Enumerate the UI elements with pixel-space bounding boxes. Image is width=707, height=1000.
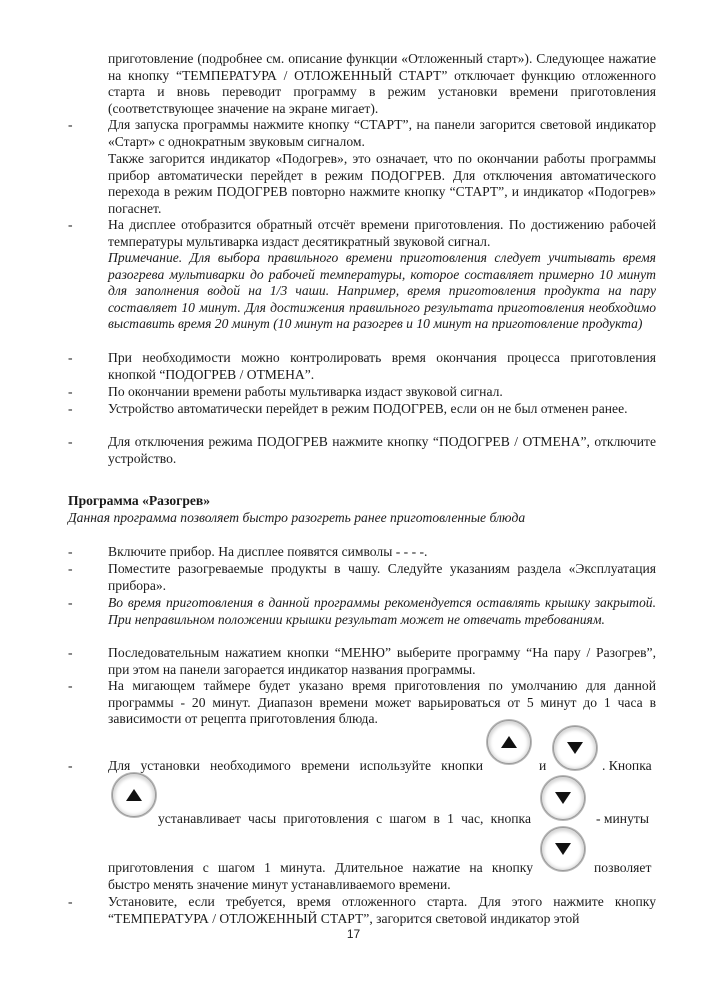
bullet-countdown: На дисплее отобразится обратный отсчёт времени приготовления. По достижению рабочей температуры мультиварка издаст десятикратный звуковой сигнал. — [108, 217, 656, 249]
down-button-illustration — [541, 776, 585, 820]
bullet-start-program: Для запуска программы нажмите кнопку “СТАРТ”, на панели загорится световой индикатор «Старт» с однократным звуковым сигналом. — [108, 117, 656, 149]
step-delayed-start: Установите, если требуется, время отложенного старта. Для этого нажмите кнопку “ТЕМПЕРАТУРА / ОТЛОЖЕННЫЙ СТАРТ”, загорится световой индикатор этой — [108, 894, 656, 926]
step-set-time-line4: быстро менять значение минут устанавливаемого времени. — [108, 877, 451, 892]
bullet-disable-heating: Для отключения режима ПОДОГРЕВ нажмите кнопку “ПОДОГРЕВ / ОТМЕНА”, отключите устройство. — [108, 434, 656, 466]
bullet-dash: - — [68, 350, 73, 365]
paragraph-continuation: приготовление (подробнее см. описание функции «Отложенный старт»). Следующее нажатие на кнопку “ТЕМПЕРАТУРА / ОТЛОЖЕННЫЙ СТАРТ” отключает функцию отложенного старта и вновь переводит программу в режим установки времени приготовления (соответствующее значение на экране мигает). — [108, 51, 656, 116]
bullet-dash: - — [68, 678, 73, 693]
bullet-dash: - — [68, 595, 73, 610]
bullet-dash: - — [68, 645, 73, 660]
bullet-dash: - — [68, 384, 73, 399]
allows-word: позволяет — [594, 860, 652, 875]
section-title: Программа «Разогрев» — [68, 493, 211, 508]
bullet-end-signal: По окончании времени работы мультиварка издаст звуковой сигнал. — [108, 384, 503, 399]
arrow-down-icon — [565, 738, 585, 758]
step-select-program: Последовательным нажатием кнопки “МЕНЮ” выберите программу “На пару / Разогрев”, при этом на панели загорается индикатор названия программы. — [108, 645, 656, 677]
bullet-dash: - — [68, 217, 73, 232]
step-default-time: На мигающем таймере будет указано время приготовления по умолчанию для данной программы - 20 минут. Диапазон времени может варьироваться от 5 минут до 1 часа в зависимости от рецепта приготовления блюда. — [108, 678, 656, 727]
arrow-down-icon — [553, 839, 573, 859]
up-button-illustration — [487, 720, 531, 764]
button-word: . Кнопка — [602, 758, 652, 773]
bullet-dash: - — [68, 758, 73, 773]
bullet-control-end: При необходимости можно контролировать время окончания процесса приготовления кнопкой “ПОДОГРЕВ / ОТМЕНА”. — [108, 350, 656, 382]
step-place-food: Поместите разогреваемые продукты в чашу. Следуйте указаниям раздела «Эксплуатация прибора». — [108, 561, 656, 593]
section-subtitle: Данная программа позволяет быстро разогреть ранее приготовленные блюда — [68, 510, 526, 525]
bullet-dash: - — [68, 544, 73, 559]
arrow-down-icon — [553, 788, 573, 808]
minutes-word: - минуты — [596, 811, 649, 826]
arrow-up-icon — [124, 785, 144, 805]
step-lid-recommendation: Во время приготовления в данной программы рекомендуется оставлять крышку закрытой. При неправильном положении крышки результат может не отвечать требованиям. — [108, 595, 656, 627]
arrow-up-icon — [499, 732, 519, 752]
bullet-dash: - — [68, 434, 73, 449]
conjunction-and: и — [539, 758, 547, 773]
bullet-start-heating-note: Также загорится индикатор «Подогрев», это означает, что по окончании работы программы прибор автоматически перейдет в режим ПОДОГРЕВ. Для отключения автоматического перехода в режим ПОДОГРЕВ повторно нажмите кнопку “СТАРТ”, и индикатор «Подогрев» погаснет. — [108, 151, 656, 216]
step-set-time-line1: Для установки необходимого времени используйте кнопки — [108, 758, 483, 773]
bullet-dash: - — [68, 561, 73, 576]
up-button-illustration — [112, 773, 156, 817]
page-number: 17 — [346, 927, 361, 941]
step-set-time-line3: приготовления с шагом 1 минута. Длительное нажатие на кнопку — [108, 860, 533, 875]
step-set-time-line2: устанавливает часы приготовления с шагом в 1 час, кнопка — [158, 811, 531, 826]
note-paragraph: Примечание. Для выбора правильного времени приготовления следует учитывать время разогрева мультиварки до рабочей температуры, которое составляет примерно 10 минут для заполнения водой на 1/3 чаши. Например, время приготовления продукта на пару составляет 10 минут. Для достижения правильного результата приготовления необходимо выставить время 20 минут (10 минут на разогрев и 10 минут на приготовление продукта) — [108, 250, 656, 332]
bullet-dash: - — [68, 894, 73, 909]
bullet-auto-heating: Устройство автоматически перейдет в режим ПОДОГРЕВ, если он не был отменен ранее. — [108, 401, 628, 416]
bullet-dash: - — [68, 117, 73, 132]
down-button-illustration — [541, 827, 585, 871]
bullet-dash: - — [68, 401, 73, 416]
down-button-illustration — [553, 726, 597, 770]
step-power-on: Включите прибор. На дисплее появятся символы - - - -. — [108, 544, 428, 559]
